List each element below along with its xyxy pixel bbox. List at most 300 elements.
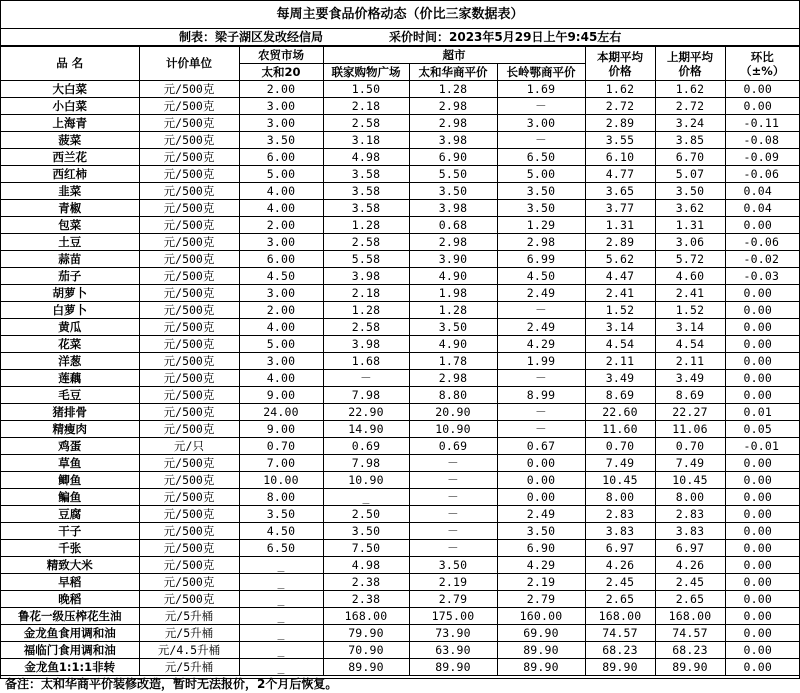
current-average: 3.14 [585, 319, 655, 336]
ratio-value: 0.00 [725, 302, 799, 319]
previous-average: 11.06 [655, 421, 725, 438]
supermarket-2-price: 3.50 [409, 319, 497, 336]
ratio-value: -0.11 [725, 115, 799, 132]
current-average: 2.89 [585, 115, 655, 132]
farm-price: 2.00 [239, 81, 323, 98]
table-row [1, 200, 799, 217]
current-average: 3.49 [585, 370, 655, 387]
supermarket-1-price: 10.90 [323, 472, 409, 489]
supermarket-1-price: 2.50 [323, 506, 409, 523]
previous-average: 3.50 [655, 183, 725, 200]
farm-price: 4.00 [239, 200, 323, 217]
farm-price: 6.00 [239, 149, 323, 166]
farm-price: 3.00 [239, 98, 323, 115]
item-name: 土豆 [1, 234, 139, 251]
farm-price: 5.00 [239, 336, 323, 353]
ratio-value: -0.06 [725, 166, 799, 183]
supermarket-3-price: 6.90 [497, 540, 585, 557]
item-unit: 元/500克 [139, 149, 239, 166]
ratio-value: 0.00 [725, 608, 799, 625]
item-name: 金龙鱼1:1:1非转 [1, 659, 139, 676]
farm-price: 9.00 [239, 421, 323, 438]
current-average: 89.90 [585, 659, 655, 676]
ratio-value: 0.00 [725, 387, 799, 404]
item-unit: 元/500克 [139, 132, 239, 149]
ratio-value: -0.09 [725, 149, 799, 166]
previous-average: 6.97 [655, 540, 725, 557]
table-row [1, 319, 799, 336]
item-unit: 元/500克 [139, 353, 239, 370]
current-average: 8.00 [585, 489, 655, 506]
supermarket-2-price: 10.90 [409, 421, 497, 438]
ratio-value: 0.04 [725, 183, 799, 200]
item-unit: 元/500克 [139, 319, 239, 336]
supermarket-1-price: 2.58 [323, 319, 409, 336]
current-average: 22.60 [585, 404, 655, 421]
supermarket-3-price: 0.00 [497, 489, 585, 506]
table-row [1, 149, 799, 166]
current-average: 3.65 [585, 183, 655, 200]
item-name: 晚稻 [1, 591, 139, 608]
item-unit: 元/500克 [139, 285, 239, 302]
table-row [1, 302, 799, 319]
table-row [1, 659, 799, 676]
table-row [1, 166, 799, 183]
header-supermarket-1: 联家购物广场 [323, 64, 409, 81]
supermarket-2-price: 63.90 [409, 642, 497, 659]
previous-average: 68.23 [655, 642, 725, 659]
item-unit: 元/500克 [139, 115, 239, 132]
ratio-value: 0.00 [725, 540, 799, 557]
farm-price: 7.00 [239, 455, 323, 472]
current-average: 2.45 [585, 574, 655, 591]
item-name: 茄子 [1, 268, 139, 285]
supermarket-1-price: 0.69 [323, 438, 409, 455]
previous-average: 10.45 [655, 472, 725, 489]
supermarket-1-price: 4.98 [323, 557, 409, 574]
ratio-value: 0.00 [725, 455, 799, 472]
supermarket-2-price: － [409, 523, 497, 540]
current-average: 1.52 [585, 302, 655, 319]
supermarket-1-price: 5.58 [323, 251, 409, 268]
ratio-value: 0.00 [725, 557, 799, 574]
supermarket-2-price: － [409, 489, 497, 506]
ratio-value: -0.02 [725, 251, 799, 268]
supermarket-3-price: 3.00 [497, 115, 585, 132]
item-name: 鳊鱼 [1, 489, 139, 506]
item-unit: 元/4.5升桶 [139, 642, 239, 659]
item-unit: 元/500克 [139, 200, 239, 217]
supermarket-1-price: 7.50 [323, 540, 409, 557]
ratio-value: 0.00 [725, 370, 799, 387]
previous-average: 5.07 [655, 166, 725, 183]
supermarket-1-price: 2.38 [323, 591, 409, 608]
item-unit: 元/500克 [139, 421, 239, 438]
item-name: 花菜 [1, 336, 139, 353]
farm-price: 10.00 [239, 472, 323, 489]
table-row [1, 387, 799, 404]
supermarket-2-price: 1.28 [409, 302, 497, 319]
supermarket-1-price: 168.00 [323, 608, 409, 625]
table-row [1, 98, 799, 115]
ratio-value: 0.04 [725, 200, 799, 217]
item-unit: 元/500克 [139, 370, 239, 387]
item-unit: 元/5升桶 [139, 659, 239, 676]
header-supermarket: 超市 [323, 47, 585, 64]
previous-average: 2.41 [655, 285, 725, 302]
current-average: 3.55 [585, 132, 655, 149]
table-row [1, 608, 799, 625]
supermarket-3-price: － [497, 421, 585, 438]
supermarket-2-price: 3.90 [409, 251, 497, 268]
table-row [1, 353, 799, 370]
farm-price: _ [239, 608, 323, 625]
item-unit: 元/500克 [139, 166, 239, 183]
table-row [1, 557, 799, 574]
previous-average: 2.45 [655, 574, 725, 591]
supermarket-2-price: 73.90 [409, 625, 497, 642]
supermarket-3-price: － [497, 98, 585, 115]
item-unit: 元/500克 [139, 523, 239, 540]
current-average: 11.60 [585, 421, 655, 438]
item-unit: 元/500克 [139, 557, 239, 574]
supermarket-1-price: 2.18 [323, 98, 409, 115]
current-average: 168.00 [585, 608, 655, 625]
item-unit: 元/500克 [139, 387, 239, 404]
farm-price: 3.00 [239, 285, 323, 302]
supermarket-2-price: 2.19 [409, 574, 497, 591]
previous-average: 4.60 [655, 268, 725, 285]
table-row [1, 438, 799, 455]
supermarket-3-price: 0.00 [497, 472, 585, 489]
price-table [1, 46, 799, 676]
item-unit: 元/5升桶 [139, 625, 239, 642]
farm-price: 3.50 [239, 132, 323, 149]
current-average: 7.49 [585, 455, 655, 472]
header-ratio: 环比 （±%） [725, 47, 799, 81]
ratio-value: 0.00 [725, 659, 799, 676]
previous-average: 8.00 [655, 489, 725, 506]
supermarket-3-price: － [497, 404, 585, 421]
supermarket-1-price: 1.28 [323, 302, 409, 319]
ratio-value: 0.00 [725, 472, 799, 489]
current-average: 2.41 [585, 285, 655, 302]
supermarket-3-price: － [497, 132, 585, 149]
current-average: 3.83 [585, 523, 655, 540]
farm-price: 5.00 [239, 166, 323, 183]
farm-price: _ [239, 642, 323, 659]
supermarket-3-price: 0.67 [497, 438, 585, 455]
current-average: 2.89 [585, 234, 655, 251]
farm-price: 6.00 [239, 251, 323, 268]
supermarket-3-price: 4.29 [497, 336, 585, 353]
supermarket-1-price: 7.98 [323, 387, 409, 404]
table-row [1, 268, 799, 285]
supermarket-1-price: 14.90 [323, 421, 409, 438]
supermarket-3-price: 3.50 [497, 523, 585, 540]
supermarket-1-price: 70.90 [323, 642, 409, 659]
farm-price: 2.00 [239, 217, 323, 234]
item-name: 鲁花一级压榨花生油 [1, 608, 139, 625]
supermarket-3-price: 69.90 [497, 625, 585, 642]
table-row [1, 81, 799, 98]
table-row [1, 574, 799, 591]
previous-average: 1.31 [655, 217, 725, 234]
previous-average: 6.70 [655, 149, 725, 166]
current-average: 10.45 [585, 472, 655, 489]
supermarket-2-price: 20.90 [409, 404, 497, 421]
ratio-value: 0.00 [725, 285, 799, 302]
header-farm-sub: 太和20 [239, 64, 323, 81]
supermarket-2-price: 3.50 [409, 183, 497, 200]
supermarket-3-price: 3.50 [497, 183, 585, 200]
supermarket-3-price: 5.00 [497, 166, 585, 183]
item-name: 包菜 [1, 217, 139, 234]
previous-average: 3.14 [655, 319, 725, 336]
item-name: 草鱼 [1, 455, 139, 472]
supermarket-3-price: 1.69 [497, 81, 585, 98]
item-unit: 元/5升桶 [139, 608, 239, 625]
item-name: 千张 [1, 540, 139, 557]
current-average: 2.83 [585, 506, 655, 523]
item-unit: 元/500克 [139, 455, 239, 472]
supermarket-2-price: 5.50 [409, 166, 497, 183]
table-row [1, 404, 799, 421]
previous-average: 74.57 [655, 625, 725, 642]
supermarket-3-price: 6.50 [497, 149, 585, 166]
supermarket-3-price: 4.50 [497, 268, 585, 285]
farm-price: 4.50 [239, 523, 323, 540]
farm-price: _ [239, 574, 323, 591]
previous-average: 7.49 [655, 455, 725, 472]
table-row [1, 370, 799, 387]
item-unit: 元/500克 [139, 234, 239, 251]
table-row [1, 183, 799, 200]
table-row [1, 336, 799, 353]
supermarket-2-price: 0.69 [409, 438, 497, 455]
item-name: 小白菜 [1, 98, 139, 115]
item-name: 胡萝卜 [1, 285, 139, 302]
farm-price: 4.00 [239, 370, 323, 387]
previous-average: 1.52 [655, 302, 725, 319]
farm-price: 8.00 [239, 489, 323, 506]
supermarket-2-price: 0.68 [409, 217, 497, 234]
ratio-value: 0.00 [725, 319, 799, 336]
supermarket-1-price: 1.50 [323, 81, 409, 98]
supermarket-2-price: 89.90 [409, 659, 497, 676]
header-current-average: 本期平均 价格 [585, 47, 655, 81]
table-row [1, 472, 799, 489]
previous-average: 168.00 [655, 608, 725, 625]
previous-average: 4.26 [655, 557, 725, 574]
previous-average: 4.54 [655, 336, 725, 353]
table-row [1, 506, 799, 523]
farm-price: 4.00 [239, 319, 323, 336]
item-name: 毛豆 [1, 387, 139, 404]
item-name: 上海青 [1, 115, 139, 132]
item-unit: 元/500克 [139, 404, 239, 421]
item-unit: 元/500克 [139, 489, 239, 506]
item-name: 豆腐 [1, 506, 139, 523]
supermarket-1-price: 22.90 [323, 404, 409, 421]
supermarket-3-price: 1.29 [497, 217, 585, 234]
table-row [1, 540, 799, 557]
item-name: 青椒 [1, 200, 139, 217]
item-name: 金龙鱼食用调和油 [1, 625, 139, 642]
item-unit: 元/只 [139, 438, 239, 455]
supermarket-2-price: 2.98 [409, 98, 497, 115]
header-unit: 计价单位 [139, 47, 239, 81]
item-name: 菠菜 [1, 132, 139, 149]
current-average: 0.70 [585, 438, 655, 455]
table-row [1, 523, 799, 540]
supermarket-3-price: 3.50 [497, 200, 585, 217]
item-unit: 元/500克 [139, 540, 239, 557]
supermarket-3-price: 89.90 [497, 642, 585, 659]
ratio-value: 0.05 [725, 421, 799, 438]
item-unit: 元/500克 [139, 251, 239, 268]
ratio-value: 0.00 [725, 98, 799, 115]
header-name: 品 名 [1, 47, 139, 81]
item-unit: 元/500克 [139, 217, 239, 234]
supermarket-3-price: 0.00 [497, 455, 585, 472]
supermarket-2-price: 175.00 [409, 608, 497, 625]
item-name: 西红柿 [1, 166, 139, 183]
table-row [1, 642, 799, 659]
ratio-value: 0.00 [725, 523, 799, 540]
farm-price: 4.00 [239, 183, 323, 200]
previous-average: 2.72 [655, 98, 725, 115]
item-name: 鲫鱼 [1, 472, 139, 489]
supermarket-1-price: 89.90 [323, 659, 409, 676]
table-row [1, 489, 799, 506]
current-average: 4.26 [585, 557, 655, 574]
supermarket-3-price: 2.49 [497, 506, 585, 523]
previous-average: 3.24 [655, 115, 725, 132]
supermarket-3-price: 2.19 [497, 574, 585, 591]
item-name: 干子 [1, 523, 139, 540]
supermarket-1-price: 3.98 [323, 268, 409, 285]
supermarket-2-price: － [409, 455, 497, 472]
supermarket-2-price: 1.28 [409, 81, 497, 98]
supermarket-3-price: 89.90 [497, 659, 585, 676]
supermarket-1-price: － [323, 370, 409, 387]
supermarket-3-price: 2.49 [497, 285, 585, 302]
supermarket-2-price: 2.79 [409, 591, 497, 608]
previous-average: 2.83 [655, 506, 725, 523]
farm-price: 0.70 [239, 438, 323, 455]
supermarket-1-price: 3.50 [323, 523, 409, 540]
item-name: 黄瓜 [1, 319, 139, 336]
item-unit: 元/500克 [139, 98, 239, 115]
farm-price: 24.00 [239, 404, 323, 421]
item-unit: 元/500克 [139, 336, 239, 353]
header-farm-market: 农贸市场 [239, 47, 323, 64]
current-average: 4.54 [585, 336, 655, 353]
item-name: 鸡蛋 [1, 438, 139, 455]
supermarket-3-price: 6.99 [497, 251, 585, 268]
farm-price: _ [239, 659, 323, 676]
item-name: 早稻 [1, 574, 139, 591]
supermarket-1-price: _ [323, 489, 409, 506]
maker-label: 制表：梁子湖区发改经信局 [179, 30, 324, 44]
item-name: 精致大米 [1, 557, 139, 574]
supermarket-1-price: 2.18 [323, 285, 409, 302]
item-unit: 元/500克 [139, 268, 239, 285]
current-average: 4.47 [585, 268, 655, 285]
supermarket-3-price: 2.49 [497, 319, 585, 336]
previous-average: 3.49 [655, 370, 725, 387]
collect-time-label: 采价时间：2023年5月29日上午9:45左右 [389, 30, 622, 44]
farm-price: 4.50 [239, 268, 323, 285]
supermarket-3-price: 1.99 [497, 353, 585, 370]
supermarket-1-price: 79.90 [323, 625, 409, 642]
supermarket-2-price: 6.90 [409, 149, 497, 166]
footnote: 备注：太和华商平价装修改造，暂时无法报价，2个月后恢复。 [5, 677, 338, 691]
farm-price: 3.00 [239, 115, 323, 132]
farm-price: 3.50 [239, 506, 323, 523]
current-average: 8.69 [585, 387, 655, 404]
table-row [1, 132, 799, 149]
header-supermarket-3: 长岭鄂商平价 [497, 64, 585, 81]
supermarket-1-price: 3.58 [323, 200, 409, 217]
supermarket-2-price: － [409, 540, 497, 557]
supermarket-2-price: － [409, 506, 497, 523]
ratio-value: 0.00 [725, 353, 799, 370]
supermarket-2-price: 1.98 [409, 285, 497, 302]
supermarket-3-price: － [497, 370, 585, 387]
previous-average: 2.65 [655, 591, 725, 608]
supermarket-1-price: 2.58 [323, 234, 409, 251]
supermarket-2-price: 3.50 [409, 557, 497, 574]
price-table-body [1, 81, 799, 676]
supermarket-3-price: － [497, 302, 585, 319]
supermarket-2-price: 3.98 [409, 132, 497, 149]
item-name: 福临门食用调和油 [1, 642, 139, 659]
farm-price: _ [239, 591, 323, 608]
farm-price: 3.00 [239, 234, 323, 251]
supermarket-1-price: 1.28 [323, 217, 409, 234]
ratio-value: 0.00 [725, 574, 799, 591]
previous-average: 22.27 [655, 404, 725, 421]
item-name: 韭菜 [1, 183, 139, 200]
supermarket-2-price: 2.98 [409, 370, 497, 387]
ratio-value: 0.01 [725, 404, 799, 421]
current-average: 1.62 [585, 81, 655, 98]
supermarket-3-price: 2.79 [497, 591, 585, 608]
item-unit: 元/500克 [139, 574, 239, 591]
item-name: 大白菜 [1, 81, 139, 98]
supermarket-3-price: 2.98 [497, 234, 585, 251]
supermarket-2-price: － [409, 472, 497, 489]
previous-average: 2.11 [655, 353, 725, 370]
current-average: 4.77 [585, 166, 655, 183]
current-average: 6.97 [585, 540, 655, 557]
ratio-value: -0.06 [725, 234, 799, 251]
ratio-value: 0.00 [725, 336, 799, 353]
ratio-value: 0.00 [725, 591, 799, 608]
farm-price: 6.50 [239, 540, 323, 557]
previous-average: 5.72 [655, 251, 725, 268]
header-supermarket-2: 太和华商平价 [409, 64, 497, 81]
item-unit: 元/500克 [139, 591, 239, 608]
item-name: 猪排骨 [1, 404, 139, 421]
item-unit: 元/500克 [139, 302, 239, 319]
ratio-value: 0.00 [725, 642, 799, 659]
ratio-value: -0.01 [725, 438, 799, 455]
item-unit: 元/500克 [139, 472, 239, 489]
table-row [1, 455, 799, 472]
